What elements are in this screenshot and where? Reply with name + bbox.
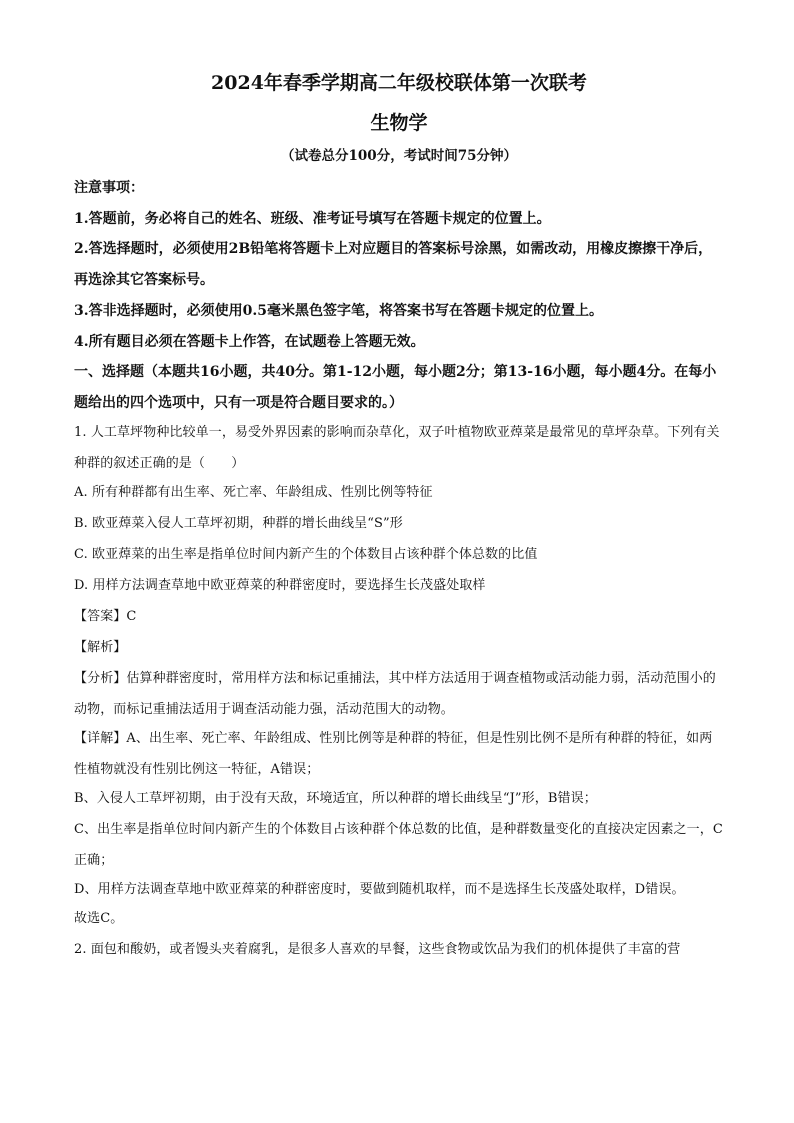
detail-paragraph-a (74, 723, 724, 785)
question-1-option-c: C. 欧亚蔊菜的出生率是指单位时间内新产生的个体数目占该种群个体总数的比值 (74, 547, 538, 562)
detail-a-text: A、出生率、死亡率、年龄组成、性别比例等是种群的特征，但是性别比例不是所有种群的特征，如两性植物就没有性别比例这一特征，A错误； (74, 731, 713, 777)
notice-heading: 注意事项： (74, 180, 144, 196)
answer-line (74, 607, 724, 626)
analysis-text: 估算种群密度时，常用样方法和标记重捕法，其中样方法适用于调查植物或活动能力弱，活动范围小的动物，而标记重捕法适用于调查活动能力强，活动范围大的动物。 (74, 671, 716, 717)
question-2-stem: 2. 面包和酸奶，或者馒头夹着腐乳，是很多人喜欢的早餐，这些食物或饮品为我们的机体提供了丰富的营 (74, 942, 681, 957)
question-1-stem: 1. 人工草坪物种比较单一，易受外界因素的影响而杂草化，双子叶植物欧亚蔊菜是最常见的草坪杂草。下列有关种群的叙述正确的是（ ） (74, 425, 720, 471)
analysis-paragraph (74, 663, 724, 725)
detail-paragraph-d: D、用样方法调查草地中欧亚蔊菜的种群密度时，要做到随机取样，而不是选择生长茂盛处取样，D错误。 (74, 882, 685, 897)
exam-page (74, 70, 724, 971)
answer-value: C (126, 609, 137, 624)
exam-meta: （试卷总分100分，考试时间75分钟） (281, 148, 517, 164)
analysis-label: 【分析】 (74, 671, 127, 686)
notice-item-1: 1.答题前，务必将自己的姓名、班级、准考证号填写在答题卡规定的位置上。 (74, 211, 551, 227)
notice-item-3: 3.答非选择题时，必须使用0.5毫米黑色签字笔，将答案书写在答题卡规定的位置上。 (74, 303, 603, 319)
answer-tag: 【答案】 (74, 609, 127, 624)
exam-title: 2024年春季学期高二年级校联体第一次联考 (211, 72, 587, 94)
section-heading: 一、选择题（本题共16小题，共40分。第1-12小题，每小题2分；第13-16小题，每小题4分。在每小题给出的四个选项中，只有一项是符合题目要求的。） (74, 364, 717, 411)
detail-label: 【详解】 (74, 731, 127, 746)
conclusion: 故选C。 (74, 911, 124, 926)
analysis-tag: 【解析】 (74, 640, 127, 655)
detail-paragraph-b: B、入侵人工草坪初期，由于没有天敌，环境适宜，所以种群的增长曲线呈“J”形，B错误； (74, 791, 597, 806)
question-1-option-b: B. 欧亚蔊菜入侵人工草坪初期，种群的增长曲线呈“S”形 (74, 516, 403, 531)
notice-item-4: 4.所有题目必须在答题卡上作答，在试题卷上答题无效。 (74, 334, 425, 350)
detail-paragraph-c: C、出生率是指单位时间内新产生的个体数目占该种群个体总数的比值，是种群数量变化的直接决定因素之一，C正确； (74, 822, 723, 868)
question-1-option-d: D. 用样方法调查草地中欧亚蔊菜的种群密度时，要选择生长茂盛处取样 (74, 578, 486, 593)
subject-title: 生物学 (370, 112, 428, 134)
notice-item-2: 2.答选择题时，必须使用2B铅笔将答题卡上对应题目的答案标号涂黑，如需改动，用橡皮擦擦干净后，再选涂其它答案标号。 (74, 241, 713, 288)
question-1-option-a: A. 所有种群都有出生率、死亡率、年龄组成、性别比例等特征 (74, 485, 433, 500)
